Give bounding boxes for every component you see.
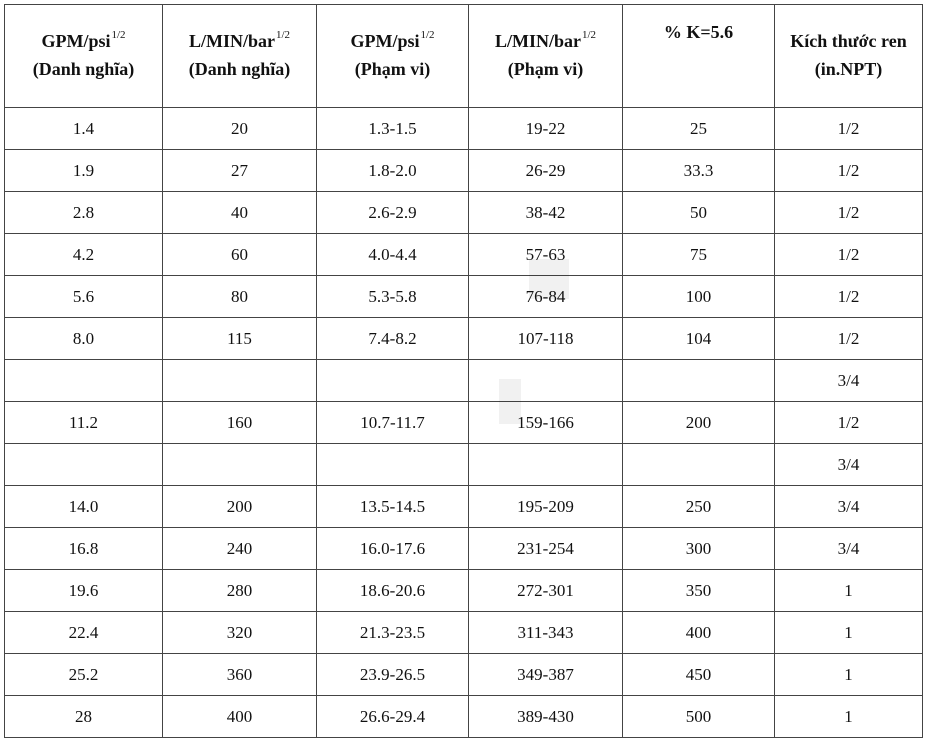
cell-gpm-nominal: 11.2	[5, 402, 163, 444]
cell-gpm-range: 10.7-11.7	[317, 402, 469, 444]
cell-thread-size: 1	[775, 654, 923, 696]
cell-thread-size: 1/2	[775, 276, 923, 318]
cell-percent-k	[623, 360, 775, 402]
table-row	[5, 696, 923, 738]
cell-percent-k: 75	[623, 234, 775, 276]
cell-lmin-nominal: 280	[163, 570, 317, 612]
table-row	[5, 402, 923, 444]
table-row	[5, 654, 923, 696]
cell-gpm-nominal: 1.4	[5, 108, 163, 150]
cell-lmin-range: 76-84	[469, 276, 623, 318]
cell-percent-k: 25	[623, 108, 775, 150]
cell-lmin-range: 311-343	[469, 612, 623, 654]
header-lmin-range: L/MIN/bar1/2 (Phạm vi)	[469, 5, 623, 108]
cell-gpm-range	[317, 360, 469, 402]
cell-gpm-range: 7.4-8.2	[317, 318, 469, 360]
table-row	[5, 276, 923, 318]
cell-lmin-range: 26-29	[469, 150, 623, 192]
cell-percent-k: 400	[623, 612, 775, 654]
cell-gpm-range: 23.9-26.5	[317, 654, 469, 696]
table-row	[5, 360, 923, 402]
cell-gpm-nominal: 25.2	[5, 654, 163, 696]
cell-thread-size: 3/4	[775, 486, 923, 528]
cell-percent-k: 100	[623, 276, 775, 318]
table-row	[5, 318, 923, 360]
cell-lmin-nominal: 20	[163, 108, 317, 150]
cell-gpm-nominal: 19.6	[5, 570, 163, 612]
cell-gpm-nominal: 16.8	[5, 528, 163, 570]
cell-thread-size: 3/4	[775, 528, 923, 570]
cell-gpm-range: 4.0-4.4	[317, 234, 469, 276]
cell-percent-k	[623, 444, 775, 486]
cell-lmin-range	[469, 360, 623, 402]
cell-lmin-range: 57-63	[469, 234, 623, 276]
document-page	[4, 4, 922, 724]
cell-percent-k: 104	[623, 318, 775, 360]
table-row	[5, 570, 923, 612]
cell-thread-size: 1/2	[775, 234, 923, 276]
cell-gpm-range	[317, 444, 469, 486]
cell-gpm-range: 21.3-23.5	[317, 612, 469, 654]
cell-lmin-range: 389-430	[469, 696, 623, 738]
cell-thread-size: 1/2	[775, 108, 923, 150]
cell-gpm-nominal	[5, 360, 163, 402]
table-row	[5, 486, 923, 528]
cell-thread-size: 1/2	[775, 402, 923, 444]
cell-lmin-nominal	[163, 360, 317, 402]
cell-thread-size: 3/4	[775, 444, 923, 486]
cell-lmin-nominal: 115	[163, 318, 317, 360]
cell-gpm-nominal: 14.0	[5, 486, 163, 528]
table-row	[5, 528, 923, 570]
cell-lmin-nominal: 360	[163, 654, 317, 696]
table-row	[5, 234, 923, 276]
header-thread-size: Kích thước ren (in.NPT)	[775, 5, 923, 108]
cell-percent-k: 250	[623, 486, 775, 528]
cell-gpm-nominal: 4.2	[5, 234, 163, 276]
cell-percent-k: 200	[623, 402, 775, 444]
cell-thread-size: 1	[775, 696, 923, 738]
cell-gpm-range: 5.3-5.8	[317, 276, 469, 318]
cell-lmin-nominal: 60	[163, 234, 317, 276]
cell-gpm-range: 13.5-14.5	[317, 486, 469, 528]
cell-gpm-range: 16.0-17.6	[317, 528, 469, 570]
cell-gpm-nominal: 1.9	[5, 150, 163, 192]
cell-gpm-range: 18.6-20.6	[317, 570, 469, 612]
cell-percent-k: 500	[623, 696, 775, 738]
cell-lmin-range: 19-22	[469, 108, 623, 150]
cell-lmin-range: 107-118	[469, 318, 623, 360]
cell-thread-size: 1/2	[775, 318, 923, 360]
cell-lmin-nominal: 27	[163, 150, 317, 192]
cell-percent-k: 33.3	[623, 150, 775, 192]
cell-lmin-range: 159-166	[469, 402, 623, 444]
cell-lmin-range: 272-301	[469, 570, 623, 612]
cell-lmin-nominal: 240	[163, 528, 317, 570]
header-percent-k: % K=5.6	[623, 5, 775, 108]
cell-lmin-nominal: 40	[163, 192, 317, 234]
cell-percent-k: 50	[623, 192, 775, 234]
cell-lmin-range	[469, 444, 623, 486]
cell-thread-size: 1	[775, 612, 923, 654]
cell-thread-size: 1/2	[775, 192, 923, 234]
cell-gpm-nominal	[5, 444, 163, 486]
table-row	[5, 150, 923, 192]
header-gpm-range: GPM/psi1/2 (Phạm vi)	[317, 5, 469, 108]
cell-percent-k: 350	[623, 570, 775, 612]
cell-lmin-range: 349-387	[469, 654, 623, 696]
cell-lmin-nominal: 400	[163, 696, 317, 738]
cell-lmin-nominal: 200	[163, 486, 317, 528]
table-row	[5, 108, 923, 150]
sprinkler-k-factor-table	[4, 4, 923, 738]
table-body	[5, 108, 923, 738]
cell-percent-k: 300	[623, 528, 775, 570]
cell-thread-size: 1	[775, 570, 923, 612]
cell-gpm-nominal: 22.4	[5, 612, 163, 654]
cell-gpm-nominal: 28	[5, 696, 163, 738]
cell-gpm-range: 26.6-29.4	[317, 696, 469, 738]
cell-percent-k: 450	[623, 654, 775, 696]
cell-lmin-range: 38-42	[469, 192, 623, 234]
cell-lmin-range: 195-209	[469, 486, 623, 528]
table-row	[5, 192, 923, 234]
table-header-row	[5, 5, 923, 108]
cell-thread-size: 3/4	[775, 360, 923, 402]
cell-thread-size: 1/2	[775, 150, 923, 192]
cell-lmin-nominal	[163, 444, 317, 486]
cell-gpm-range: 1.3-1.5	[317, 108, 469, 150]
cell-gpm-nominal: 5.6	[5, 276, 163, 318]
cell-lmin-nominal: 160	[163, 402, 317, 444]
cell-lmin-range: 231-254	[469, 528, 623, 570]
table-row	[5, 612, 923, 654]
header-gpm-nominal: GPM/psi1/2 (Danh nghĩa)	[5, 5, 163, 108]
cell-gpm-nominal: 2.8	[5, 192, 163, 234]
cell-gpm-nominal: 8.0	[5, 318, 163, 360]
cell-gpm-range: 2.6-2.9	[317, 192, 469, 234]
cell-lmin-nominal: 80	[163, 276, 317, 318]
cell-lmin-nominal: 320	[163, 612, 317, 654]
table-row	[5, 444, 923, 486]
cell-gpm-range: 1.8-2.0	[317, 150, 469, 192]
header-lmin-nominal: L/MIN/bar1/2 (Danh nghĩa)	[163, 5, 317, 108]
